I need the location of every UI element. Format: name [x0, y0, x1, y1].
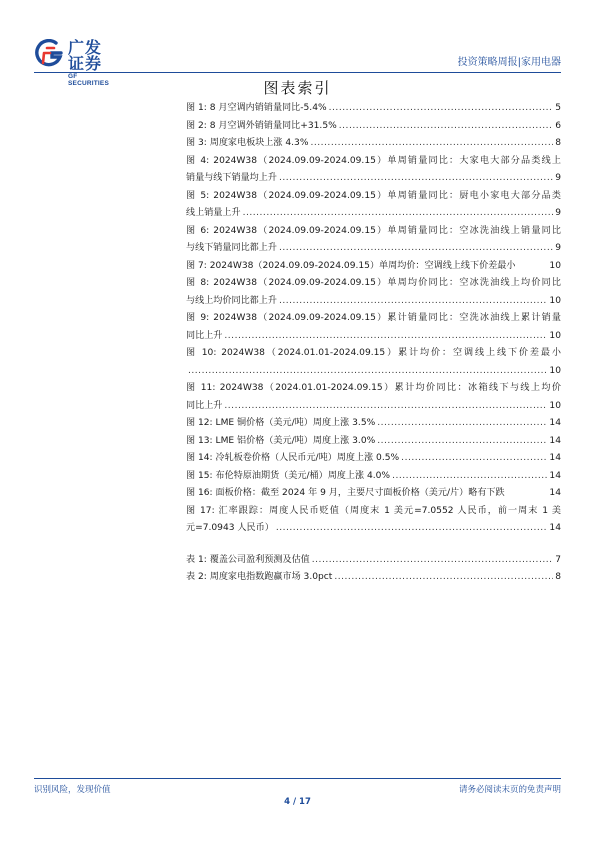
page-number: 9 — [555, 243, 561, 253]
figure-entry[interactable] — [186, 380, 561, 415]
page-number: 14 — [549, 418, 561, 428]
footer-slogan: 识别风险，发现价值 — [34, 785, 111, 795]
page-number: 8 — [555, 138, 561, 148]
figure-entry[interactable] — [186, 503, 561, 538]
entry-label-line: 同比上升 — [186, 330, 223, 341]
page-number: 5 — [555, 103, 561, 113]
page-number: 6 — [555, 120, 561, 131]
report-category: 投资策略周报|家用电器 — [457, 57, 561, 68]
entry-label-line: 与线上均价同比都上升 — [186, 295, 277, 306]
leader-dots — [334, 569, 553, 587]
entry-label-line: 线上销量上升 — [186, 208, 241, 218]
page-number: 14 — [549, 488, 561, 498]
leader-dots — [224, 398, 547, 416]
logo-chinese-name: 广发证券 — [68, 38, 103, 73]
entry-label: 图 3: 周度家电板块上涨 4.3% — [186, 138, 309, 148]
entry-label: 图 14: 冷轧板卷价格（人民币元/吨）周度上涨 0.5% — [186, 453, 400, 463]
leader-dots — [377, 415, 547, 433]
page-number: 10 — [549, 295, 561, 306]
leader-dots — [401, 450, 547, 468]
leader-dots — [339, 118, 553, 136]
figure-entry[interactable] — [186, 450, 561, 468]
leader-dots — [310, 135, 553, 153]
figure-entry[interactable] — [186, 310, 561, 345]
entry-label-line: 图 10: 2024W38（2024.01.01-2024.09.15）累计均价：空调线上线下价差最小 — [186, 348, 561, 358]
figure-entry[interactable] — [186, 118, 561, 136]
entry-label: 图 13: LME 铝价格（美元/吨）周度上涨 3.0% — [186, 435, 376, 446]
page-number: 7 — [555, 554, 561, 565]
logo-english-name: GF SECURITIES — [68, 73, 110, 87]
footer-divider — [34, 778, 561, 779]
figure-entry[interactable] — [186, 415, 561, 433]
entry-label-line: 图 4: 2024W38（2024.09.09-2024.09.15）单周销量同比：大家电大部分品类线上 — [186, 155, 561, 166]
entry-label: 图 2: 8 月空调外销销量同比+31.5% — [186, 120, 337, 131]
entry-label-line: 图 9: 2024W38（2024.09.09-2024.09.15）累计销量同比：空洗冰油线上累计销量 — [186, 313, 561, 323]
page-number: 14 — [549, 453, 561, 463]
entry-label: 表 2: 周度家电指数跑赢市场 3.0pct — [186, 572, 333, 582]
entry-label: 图 7: 2024W38（2024.09.09-2024.09.15）单周均价：空调线上线下价差最小 — [186, 260, 516, 271]
figure-entry[interactable] — [186, 468, 561, 486]
entry-label-line: 与线下销量同比都上升 — [186, 243, 277, 253]
page-number: 8 — [555, 572, 561, 582]
figure-entry[interactable] — [186, 485, 561, 503]
entry-label-line: 图 8: 2024W38（2024.09.09-2024.09.15）单周均价同比：空冰洗油线上均价同比 — [186, 278, 561, 288]
entry-label-line: 图 17: 汇率跟踪：周度人民币贬值（周度末 1 美元=7.0552 人民币，前一周末 1 美 — [186, 505, 561, 516]
entry-label: 表 1: 覆盖公司盈利预测及估值 — [186, 554, 310, 565]
gf-logo-icon — [34, 39, 64, 69]
figure-entry[interactable] — [186, 433, 561, 451]
figure-index — [186, 100, 561, 587]
page-number: 10 — [549, 400, 561, 411]
leader-dots — [243, 205, 554, 223]
entry-label: 图 12: LME 铜价格（美元/吨）周度上涨 3.5% — [186, 418, 376, 428]
company-logo — [34, 38, 110, 87]
entry-label-line: 图 11: 2024W38（2024.01.01-2024.09.15）累计均价同比：冰箱线下与线上均价 — [186, 383, 561, 393]
leader-dots — [276, 520, 548, 538]
figure-entry[interactable] — [186, 188, 561, 223]
table-entry[interactable] — [186, 552, 561, 570]
entry-label-line: 元=7.0943 人民币） — [186, 523, 274, 533]
figure-entry[interactable] — [186, 223, 561, 258]
entry-label-line: 同比上升 — [186, 400, 223, 411]
page-number: 10 — [549, 365, 561, 376]
page-number: 14 — [549, 523, 561, 533]
figure-entry[interactable] — [186, 100, 561, 118]
leader-dots — [279, 240, 553, 258]
table-entry[interactable] — [186, 569, 561, 587]
page-number: 10 — [549, 260, 561, 271]
page-header — [34, 38, 561, 87]
leader-dots — [392, 468, 547, 486]
leader-dots — [224, 328, 547, 346]
leader-dots — [312, 552, 553, 570]
entry-label: 图 15: 布伦特原油期货（美元/桶）周度上涨 4.0% — [186, 470, 391, 481]
entry-label-line: 图 6: 2024W38（2024.09.09-2024.09.15）单周销量同比：空冰洗油线上销量同比 — [186, 225, 561, 236]
leader-dots — [329, 100, 554, 118]
footer-disclaimer-link: 请务必阅读末页的免责声明 — [458, 785, 561, 795]
page-title: 图表索引 — [263, 79, 332, 97]
page-number: 9 — [555, 173, 561, 183]
leader-dots — [279, 293, 547, 311]
leader-dots — [377, 433, 547, 451]
page-number: 9 — [555, 208, 561, 218]
page-number-indicator: 4 / 17 — [284, 797, 311, 807]
leader-dots — [188, 363, 547, 381]
header-divider — [34, 72, 561, 73]
figure-entry[interactable] — [186, 345, 561, 380]
entry-label: 图 16: 面板价格：截至 2024 年 9 月，主要尺寸面板价格（美元/片）略有下跌 — [186, 488, 505, 498]
page-number: 10 — [549, 330, 561, 341]
entry-label: 图 1: 8 月空调内销销量同比-5.4% — [186, 103, 327, 113]
figure-entry[interactable] — [186, 153, 561, 188]
figure-entry[interactable] — [186, 275, 561, 310]
page-number: 14 — [549, 470, 561, 481]
page-number: 14 — [549, 435, 561, 446]
entry-label-line: 销量与线下销量均上升 — [186, 173, 277, 183]
figure-entry[interactable] — [186, 258, 561, 276]
figure-entry[interactable] — [186, 135, 561, 153]
leader-dots — [279, 170, 553, 188]
entry-label-line: 图 5: 2024W38（2024.09.09-2024.09.15）单周销量同比：厨电小家电大部分品类 — [186, 190, 561, 201]
